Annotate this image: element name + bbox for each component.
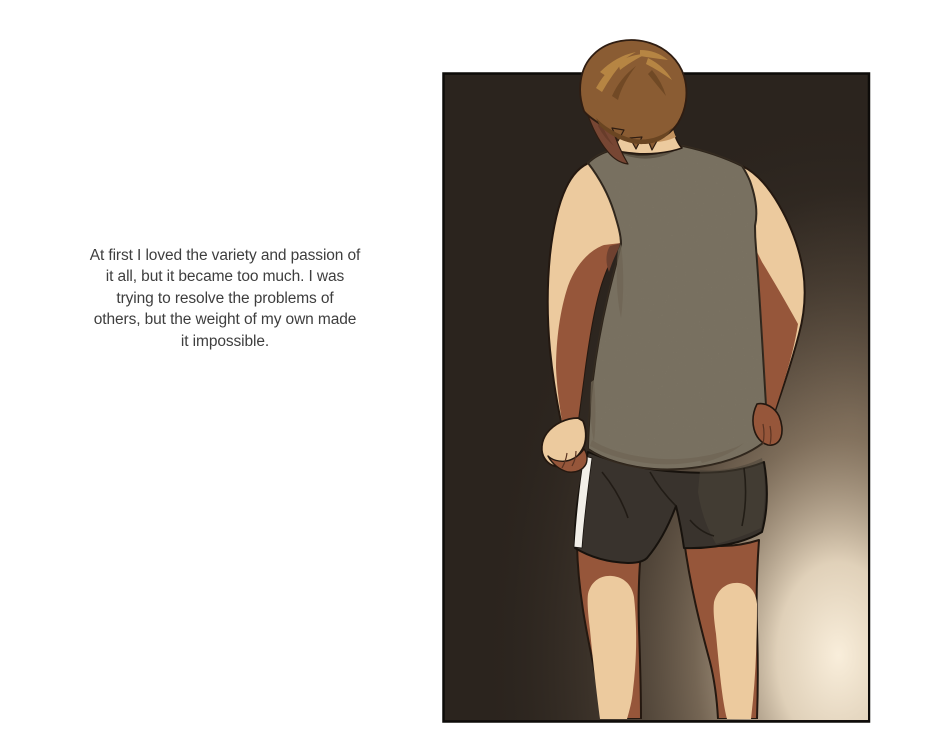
tank-top <box>588 146 768 469</box>
caption-line: it impossible. <box>180 332 270 350</box>
caption-line: it all, but it became too much. I was <box>105 268 345 286</box>
caption-line: At first I loved the variety and passion of <box>89 247 361 264</box>
fabric-texture <box>588 146 768 469</box>
caption-line: trying to resolve the problems of <box>116 289 334 307</box>
caption-line: others, but the weight of my own made <box>93 311 357 329</box>
